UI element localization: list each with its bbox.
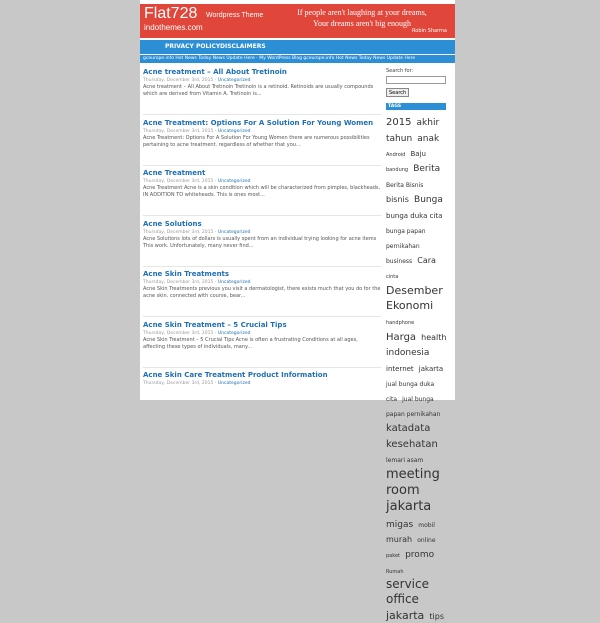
tag-link[interactable]: service — [386, 577, 429, 592]
post-item — [143, 270, 381, 300]
post-meta — [143, 380, 381, 387]
tag-link[interactable]: jakarta — [386, 608, 425, 622]
post-divider — [143, 165, 381, 166]
post-divider — [143, 266, 381, 267]
post-date: Thursday, December 3rd, 2015 — [143, 280, 214, 285]
post-meta — [143, 330, 381, 337]
tag-link[interactable]: tahun — [386, 133, 413, 144]
tag-link[interactable]: indonesia — [386, 348, 430, 359]
post-category-link[interactable]: Uncategorized — [217, 78, 251, 83]
post-category-link[interactable]: Uncategorized — [217, 280, 251, 285]
tag-link[interactable]: anak — [417, 133, 440, 144]
search-label: Search for: — [386, 68, 414, 74]
post-meta-separator: - — [213, 128, 218, 134]
tag-link[interactable]: Android — [386, 152, 406, 159]
tag-link[interactable]: bunga papan — [386, 227, 426, 235]
site-domain: indothemes.com — [144, 23, 203, 32]
post-date: Thursday, December 3rd, 2015 — [143, 128, 214, 134]
tag-link[interactable]: jual bunga — [402, 395, 434, 403]
tag-link[interactable]: Bunga — [414, 195, 443, 206]
post-excerpt: Acne Skin Treatment – 5 Crucial Tips Acne is often a frustrating Conditions at all ages, affecting these types of individuals, many... — [143, 336, 358, 350]
tag-link[interactable]: pernikahan — [386, 242, 420, 250]
post-meta-separator: - — [213, 179, 218, 184]
post-meta-separator: - — [213, 330, 218, 336]
post-date: Thursday, December 3rd, 2015 — [143, 78, 214, 83]
quote-line-2: Your dreams aren't big enough — [313, 19, 411, 28]
post-title[interactable]: Acne Skin Treatment – 5 Crucial Tips — [143, 320, 287, 329]
tag-link[interactable]: Harga — [386, 331, 417, 343]
post-title[interactable]: Acne Skin Care Treatment Product Information — [143, 371, 328, 379]
tag-link[interactable]: bunga duka cita — [386, 211, 443, 220]
post-excerpt: Acne Skin Treatments previous you visit a dermatologist, there exists much that you do for the acne skin. connected with course, bear... — [143, 286, 381, 299]
post-divider — [143, 114, 381, 115]
tag-link[interactable]: tips — [429, 611, 444, 621]
post-title[interactable]: Acne treatment – All About Tretinoin — [143, 68, 287, 76]
tag-link[interactable]: Baju — [410, 150, 426, 159]
post-divider — [143, 367, 381, 368]
post-meta-separator: - — [213, 78, 218, 83]
post-meta-separator: - — [213, 229, 218, 235]
site-tagline: Wordpress Theme — [206, 12, 264, 19]
post-title[interactable]: Acne Treatment: Options For A Solution For Young Women — [143, 118, 374, 127]
nav-disclaimers[interactable]: DISCLAIMERS — [220, 43, 266, 50]
post-excerpt: Acne Solutions lots of dollars is usually spent from an individual trying looking for acne items This work. Unfortunately, many never find... — [143, 235, 377, 249]
tag-link[interactable]: migas — [386, 519, 414, 530]
post-category-link[interactable]: Uncategorized — [217, 381, 251, 386]
site-title[interactable]: Flat728 — [144, 5, 198, 22]
news-ticker[interactable]: gceurope.info Hot News Today News Update Here - My WordPress Blog gceurope.info Hot News Today News Update Here — [140, 55, 455, 63]
post-item — [143, 68, 381, 98]
post-meta — [143, 128, 381, 135]
tag-link[interactable]: Ekonomi — [386, 298, 434, 312]
tag-link[interactable]: paket — [386, 553, 400, 560]
post-category-link[interactable]: Uncategorized — [217, 128, 251, 134]
search-input[interactable] — [386, 76, 446, 84]
site-logo[interactable] — [144, 5, 264, 33]
post-item — [143, 220, 381, 250]
post-title[interactable]: Acne Treatment — [143, 169, 206, 177]
post-category-link[interactable]: Uncategorized — [217, 229, 251, 235]
tag-link[interactable]: online — [417, 537, 436, 545]
tag-link[interactable]: internet — [386, 364, 414, 373]
tag-link[interactable]: bisnis — [386, 195, 409, 205]
post-date: Thursday, December 3rd, 2015 — [143, 381, 214, 386]
quote-author: Robin Sharma — [412, 28, 447, 34]
tag-link[interactable]: Cara — [417, 256, 436, 266]
tag-link[interactable]: promo — [405, 550, 435, 561]
tag-link[interactable]: mobil — [418, 521, 435, 529]
page-wrapper — [140, 0, 455, 622]
main-nav — [140, 40, 455, 54]
tag-link[interactable]: Desember — [386, 283, 443, 297]
post-title[interactable]: Acne Skin Treatments — [143, 270, 230, 278]
tag-cloud — [386, 112, 448, 621]
post-meta-separator: - — [213, 280, 218, 285]
tag-link[interactable]: jakarta — [386, 499, 432, 515]
tag-link[interactable]: papan pernikahan — [386, 411, 441, 419]
post-category-link[interactable]: Uncategorized — [217, 330, 251, 336]
site-header — [140, 4, 455, 38]
tag-link[interactable]: meeting — [386, 466, 440, 482]
sidebar — [386, 68, 452, 622]
tag-link[interactable]: kesehatan — [386, 438, 438, 450]
post-meta — [143, 279, 381, 286]
post-meta — [143, 229, 381, 236]
post-item — [143, 321, 381, 351]
tag-link[interactable]: jakarta — [418, 364, 444, 373]
tag-link[interactable]: murah — [386, 535, 413, 545]
search-button[interactable]: Search — [386, 88, 409, 97]
post-meta — [143, 178, 381, 185]
tag-link[interactable]: 2015 — [386, 117, 412, 128]
post-date: Thursday, December 3rd, 2015 — [143, 330, 214, 336]
post-date: Thursday, December 3rd, 2015 — [143, 179, 214, 184]
tag-link[interactable]: Berita Bisnis — [386, 181, 424, 189]
post-meta — [143, 77, 381, 84]
post-item — [143, 169, 381, 199]
post-divider — [143, 215, 381, 216]
post-excerpt: Acne Treatment: Options For A Solution For Young Women there are numerous possibilities pertaining to acne treatment. regardless of whether that you... — [143, 134, 370, 148]
post-meta-separator: - — [213, 381, 218, 386]
tag-link[interactable]: katadata — [386, 423, 431, 435]
tag-link[interactable]: handphone — [386, 320, 415, 327]
post-divider — [143, 316, 381, 317]
post-date: Thursday, December 3rd, 2015 — [143, 229, 214, 235]
nav-privacy-policy[interactable]: PRIVACY POLICY — [165, 43, 221, 50]
post-excerpt: Acne treatment – All About Tretinoin Tretinoin is a retinoid. Retinoids are usually compounds which are derived from Vitamin A. Tretinoin is... — [143, 84, 374, 97]
tag-link[interactable]: bandung — [386, 167, 409, 174]
tag-link[interactable]: Berita — [413, 164, 441, 175]
post-title[interactable]: Acne Solutions — [143, 219, 202, 228]
tag-link[interactable]: cita — [386, 395, 397, 403]
tag-link[interactable]: health — [421, 332, 447, 342]
tags-header: TAGS — [386, 103, 446, 110]
tag-link[interactable]: cinta — [386, 274, 399, 281]
post-excerpt: Acne Treatment Acne is a skin condition which will be characterized from pimples, blackheads, IN ADDITION TO whiteheads. This is ones most... — [143, 185, 381, 198]
tag-link[interactable]: office — [386, 592, 419, 607]
tag-link[interactable]: Rumah — [386, 568, 404, 575]
header-quote — [276, 7, 448, 29]
post-category-link[interactable]: Uncategorized — [217, 179, 251, 184]
tag-link[interactable]: business — [386, 258, 413, 266]
quote-line-1: If people aren't laughing at your dreams, — [297, 8, 427, 17]
post-item — [143, 119, 381, 149]
tag-link[interactable]: akhir — [416, 118, 440, 128]
tag-link[interactable]: room — [386, 482, 420, 498]
tag-link[interactable]: jual bunga duka — [386, 380, 435, 388]
post-item — [143, 371, 381, 387]
tag-link[interactable]: lemari asam — [386, 457, 424, 465]
